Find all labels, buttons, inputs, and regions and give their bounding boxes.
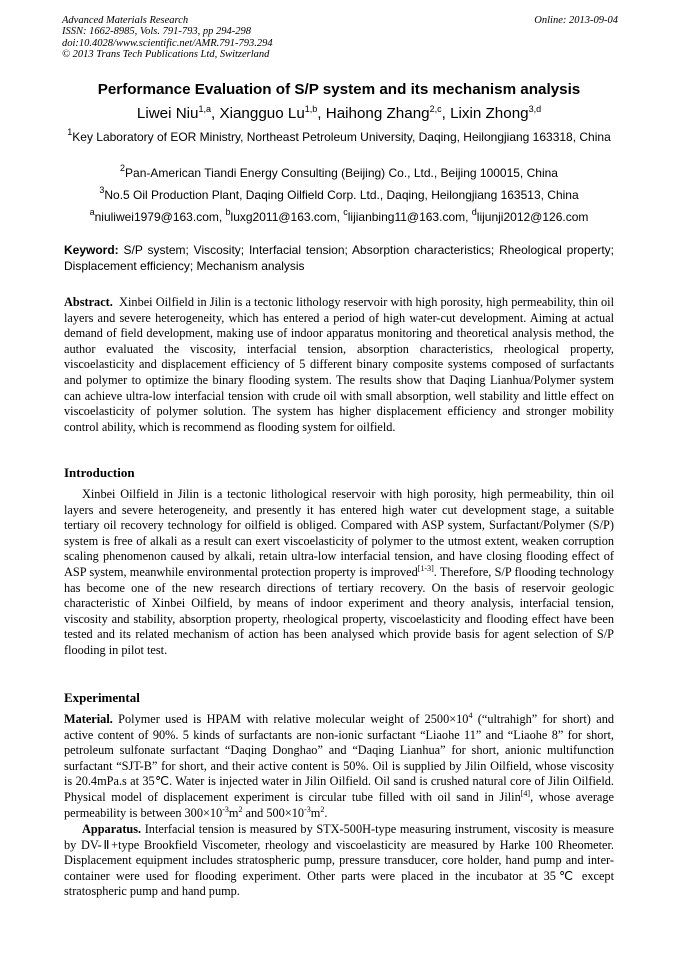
citation-ref: [1-3] bbox=[417, 563, 434, 573]
journal-doi: doi:10.4028/www.scientific.net/AMR.791-793.294 bbox=[62, 37, 273, 49]
material-text: m bbox=[310, 805, 321, 820]
intro-text: . Therefore, S/P flooding technology has become one of the new research directions of tertiary recovery. On the basis of reservoir geologic characteristic of Xinbei Oilfield, by means of indoor experiment and theory analysis, interfacial tension, viscosity and stability, absorption property, rheological property, viscoelasticity and flooding effect have been tested and its related mechanism of action has been analysed which provide basis for agent selection of S/P flooding in pilot test. bbox=[64, 564, 615, 657]
author-name: Xiangguo Lu bbox=[219, 105, 305, 122]
author-superscript: 1,b bbox=[304, 104, 318, 114]
superscript: -3 bbox=[222, 804, 229, 814]
introduction-paragraph bbox=[64, 487, 614, 659]
material-text: , whose average permeability is between 300×10 bbox=[64, 789, 614, 820]
affiliation-superscript: 1 bbox=[67, 127, 73, 137]
affiliation-text: No.5 Oil Production Plant, Daqing Oilfield Corp. Ltd., Daqing, Heilongjiang 163513, China bbox=[104, 188, 579, 202]
affiliation-2 bbox=[64, 163, 614, 181]
email-list bbox=[64, 207, 614, 225]
affiliation-1 bbox=[64, 127, 614, 145]
author-name: Liwei Niu bbox=[136, 105, 199, 122]
email-superscript: a bbox=[89, 207, 95, 217]
online-date: Online: 2013-09-04 bbox=[534, 15, 618, 26]
superscript: -3 bbox=[304, 804, 311, 814]
material-text: . bbox=[324, 805, 328, 820]
email-link[interactable]: luxg2011@163.com, bbox=[230, 210, 344, 224]
material-text: Polymer used is HPAM with relative molecular weight of 2500×10 bbox=[118, 712, 469, 726]
affiliation-superscript: 2 bbox=[120, 163, 126, 173]
affiliation-3 bbox=[64, 185, 614, 203]
apparatus-text: Interfacial tension is measured by STX-500H-type measuring instrument, viscosity is measure by DV-Ⅱ+type Brookfield Viscometer, rheology and viscoelasticity are measured by Harke 100 Rheometer. Displacement equipment includes stratospheric pump, pressure transducer, core holder, hand pump and inter-container were used for flooding experiment. Other parts were placed in the incubator at 35℃ except stratospheric pump and hand pump. bbox=[64, 822, 614, 899]
keywords-label: Keyword: bbox=[64, 243, 119, 257]
material-text: (“ultrahigh” for short) and active content of 90%. 5 kinds of surfactants are non-ionic surfactant “Liaohe 11” and “Liaohe 8” for short, petroleum sulfonate surfactant “Daqing Donghao” and “Daqing Lianhua” for short, anionic multifunction surfactant “SJT-B” for short, and their active content is 50%. Oil is supplied by Jilin Oilfield, whose viscosity is 20.4mPa.s at 35℃. Water is injected water in Jilin Oilfield. Oil sand is crushed natural core of Jilin Oilfield. Physical model of displacement experiment is circular tube filled with oil sand in Jilin bbox=[64, 712, 614, 804]
apparatus-label: Apparatus. bbox=[82, 822, 142, 836]
introduction-heading: Introduction bbox=[64, 465, 135, 480]
material-text: m bbox=[228, 805, 239, 820]
author-superscript: 3,d bbox=[528, 104, 542, 114]
email-superscript: b bbox=[225, 207, 231, 217]
intro-text: Xinbei Oilfield in Jilin is a tectonic lithological reservoir with high porosity, high permeability, thin oil layers and severe heterogeneity, and presently it has entered high water cut development stage, a suitable tertiary oil recovery technology for oilfield is obliged. Compared with ASP system, Surfactant/Polymer (S/P) system is free of alkali as a result can exert viscoelasticity of polymer to the utmost extent, weaken corruption scaling phenomenon caused by alkali, retain ultra-low interfacial tension, and have closing flooding effect of ASP system, meanwhile environmental protection property is improved bbox=[64, 487, 614, 579]
journal-header bbox=[62, 15, 618, 60]
abstract-text: Xinbei Oilfield in Jilin is a tectonic lithology reservoir with high porosity, high permeability, thin oil layers and severe heterogeneity, which has entered a period of high water-cut development. Aiming at actual demand of field development, making use of indoor apparatus monitoring and theoretical analysis method, the author evaluated the viscosity, interfacial tension, absorption characteristics, rheological property, viscoelasticity and displacement efficiency of 5 different binary composite systems composed of surfactants and polymer to optimize the binary flooding system. The results show that Daqing Lianhua/Polymer system can achieve ultra-low interfacial tension with crude oil with small absorption, well stability and little effect on viscoelasticity of polymer solution. The system has higher displacement efficiency and stronger mobility control ability, which is recommend as flooding system for oilfield. bbox=[64, 295, 614, 434]
author-name: Haihong Zhang bbox=[325, 105, 430, 122]
journal-issn: ISSN: 1662-8985, Vols. 791-793, pp 294-298 bbox=[62, 26, 251, 38]
author-superscript: 1,a bbox=[198, 104, 212, 114]
email-superscript: c bbox=[343, 207, 348, 217]
affiliation-superscript: 3 bbox=[99, 185, 105, 195]
material-paragraph bbox=[64, 712, 614, 821]
author-list: Liwei Niu$^{1,a}$, Xiangguo Lu$^{1,b}$, Haihong Zhang$^{2,c}$, Lixin Zhong$^{3,d}$ bbox=[136, 104, 542, 122]
keywords-text: S/P system; Viscosity; Interfacial tension; Absorption characteristics; Rheological property; Displacement efficiency; Mechanism analysis bbox=[64, 243, 614, 273]
abstract bbox=[64, 295, 614, 435]
email-link[interactable]: lijianbing11@163.com, bbox=[347, 210, 472, 224]
apparatus-paragraph bbox=[64, 822, 614, 900]
abstract-label: Abstract. bbox=[64, 295, 113, 309]
superscript: 4 bbox=[468, 711, 473, 720]
keywords bbox=[64, 243, 614, 274]
material-text: and 500×10 bbox=[242, 805, 305, 820]
journal-copyright: © 2013 Trans Tech Publications Ltd, Switzerland bbox=[62, 48, 270, 60]
citation-ref: [4] bbox=[520, 788, 531, 798]
superscript: 2 bbox=[320, 804, 325, 814]
material-label: Material. bbox=[64, 712, 113, 726]
paper-title: Performance Evaluation of S/P system and its mechanism analysis bbox=[97, 81, 581, 98]
superscript: 2 bbox=[238, 804, 243, 814]
author-name: Lixin Zhong bbox=[450, 105, 529, 122]
affiliation-text: Pan-American Tiandi Energy Consulting (Beijing) Co., Ltd., Beijing 100015, China bbox=[125, 166, 558, 180]
email-link[interactable]: niuliwei1979@163.com, bbox=[94, 210, 226, 224]
author-superscript: 2,c bbox=[429, 104, 442, 114]
journal-name: Advanced Materials Research bbox=[62, 15, 189, 26]
affiliation-text: Key Laboratory of EOR Ministry, Northeast Petroleum University, Daqing, Heilongjiang 163318, China bbox=[72, 130, 611, 144]
experimental-heading: Experimental bbox=[64, 690, 140, 705]
email-superscript: d bbox=[471, 207, 477, 217]
email-link[interactable]: lijunji2012@126.com bbox=[476, 210, 589, 224]
